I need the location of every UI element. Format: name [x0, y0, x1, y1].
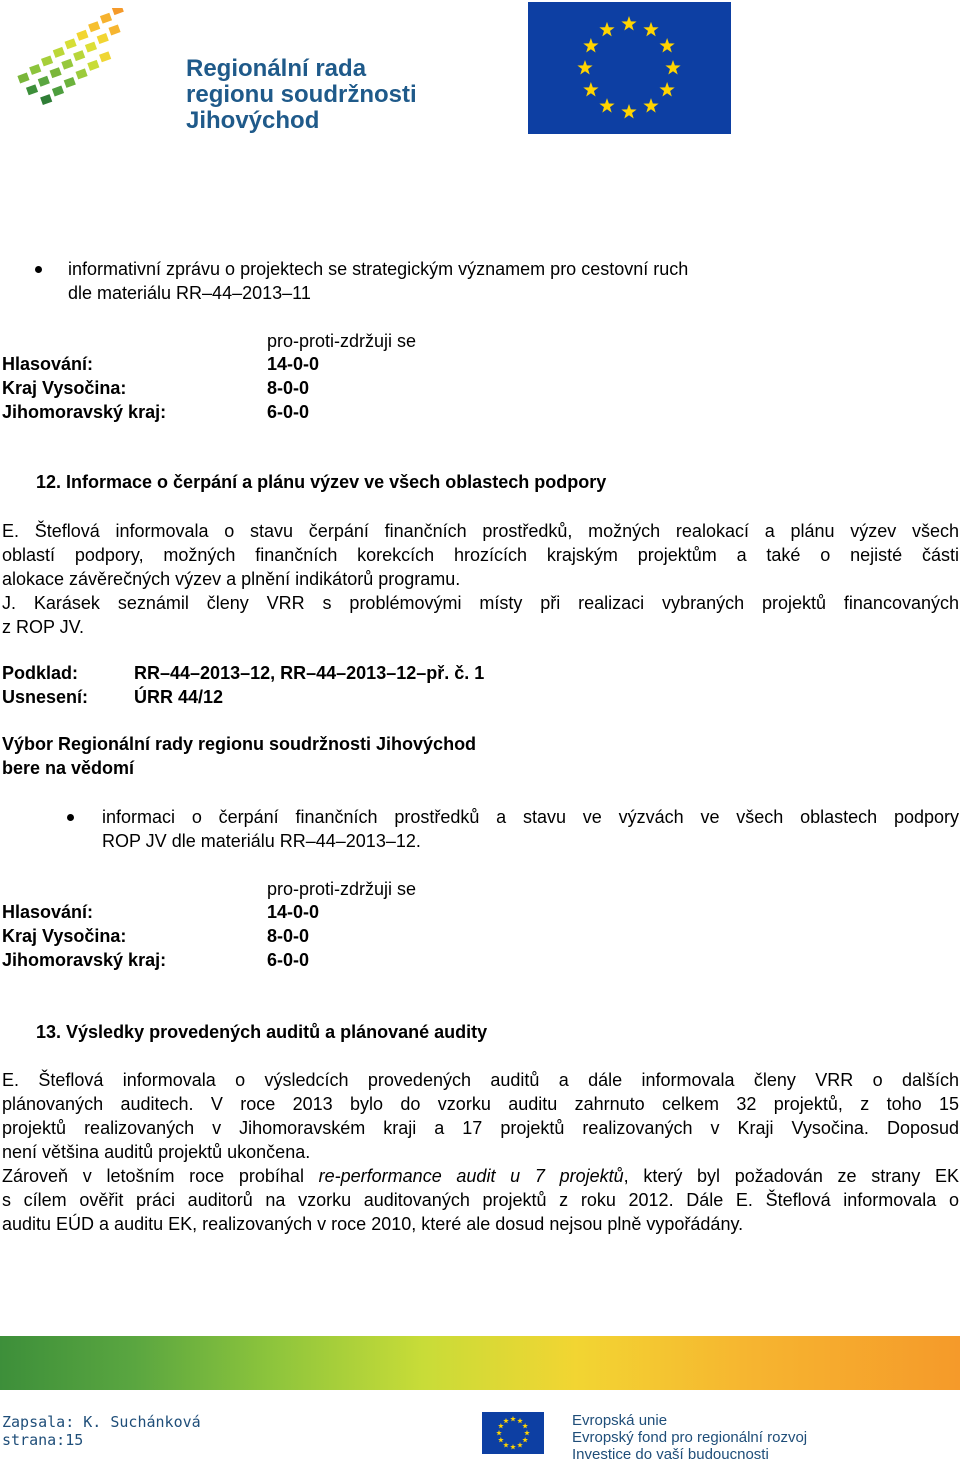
usneseni-label: Usnesení:	[2, 687, 89, 707]
section12-heading: 12. Informace o čerpání a plánu výzev ve všech oblastech podpory	[36, 472, 607, 492]
paragraph-line: J. Karásek seznámil členy VRR s problémovými místy při realizaci vybraných projektů financovaných	[2, 593, 959, 613]
logo-line-3: Jihovýchod	[186, 107, 320, 134]
recorded-by: Zapsala: K. Suchánková	[2, 1413, 201, 1431]
eu-flag-icon	[528, 2, 731, 134]
text-segment: , který byl požadován ze strany EK	[623, 1166, 959, 1186]
committee-name: Výbor Regionální rady regionu soudržnosti Jihovýchod	[2, 734, 477, 754]
eu-line-2: Evropský fond pro regionální rozvoj	[572, 1429, 808, 1446]
vote-value: 8-0-0	[267, 926, 310, 946]
logo-line-2: regionu soudržnosti	[186, 81, 417, 108]
paragraph-line: projektů realizovaných v Jihomoravském kraji a 17 projektů realizovaných v Kraji Vysočina. Doposud	[2, 1118, 959, 1138]
bullet-line2: ROP JV dle materiálu RR–44–2013–12.	[102, 831, 421, 851]
paragraph-line: E. Šteflová informovala o výsledcích provedených auditů a dále informovala členy VRR o dalších	[2, 1070, 959, 1090]
bullet-icon	[35, 266, 42, 273]
paragraph-line	[2, 1164, 959, 1188]
paragraph-line: E. Šteflová informovala o stavu čerpání finančních prostředků, možných realokací a plánu výzev všech	[2, 521, 959, 541]
vote-header: pro-proti-zdržuji se	[267, 331, 417, 351]
page-number: strana:15	[2, 1431, 84, 1449]
paragraph-line: alokace závěrečných výzev a plnění indikátorů programu.	[2, 569, 461, 589]
italic-text-segment: re-performance audit u 7 projektů	[318, 1166, 624, 1186]
paragraph-line: s cílem ověřit práci auditorů na vzorku auditovaných projektů z roku 2012. Dále E. Šteflová informovala o	[2, 1190, 959, 1210]
logo-text	[186, 56, 417, 134]
vote-label: Jihomoravský kraj:	[2, 402, 167, 422]
footer-eu-text	[572, 1412, 807, 1463]
item1-line2: dle materiálu RR–44–2013–11	[68, 283, 311, 303]
vote-value: 8-0-0	[267, 378, 310, 398]
paragraph-line: z ROP JV.	[2, 617, 85, 637]
podklad-label: Podklad:	[2, 663, 79, 683]
logo-line-1: Regionální rada	[186, 55, 367, 82]
vote-label: Jihomoravský kraj:	[2, 950, 167, 970]
vote-value: 6-0-0	[267, 950, 310, 970]
paragraph-line: oblastí podpory, možných finančních korekcích hrozících krajským projektům a také o nejisté části	[2, 545, 959, 565]
footer-eu-flag-icon	[482, 1412, 544, 1454]
vote-label: Kraj Vysočina:	[2, 378, 127, 398]
bullet-line1: informaci o čerpání finančních prostředků a stavu ve výzvách ve všech oblastech podpory	[102, 807, 959, 827]
vote-label: Kraj Vysočina:	[2, 926, 127, 946]
paragraph-line: auditu EÚD a auditu EK, realizovaných v roce 2010, které ale dosud nejsou plně vypořádány.	[2, 1214, 744, 1234]
logo-swoosh-icon	[6, 8, 186, 108]
footer-color-band	[0, 1336, 960, 1390]
vote-value: 6-0-0	[267, 402, 310, 422]
vote-label: Hlasování:	[2, 902, 94, 922]
text-segment: Zároveň v letošním roce probíhal	[2, 1166, 319, 1186]
podklad-value: RR–44–2013–12, RR–44–2013–12–př. č. 1	[134, 663, 485, 683]
paragraph-line: plánovaných auditech. V roce 2013 bylo do vzorku auditu zahrnuto celkem 32 projektů, z toho 15	[2, 1094, 959, 1114]
paragraph-line: není většina auditů projektů ukončena.	[2, 1142, 311, 1162]
bullet-icon	[67, 814, 74, 821]
item1-line1: informativní zprávu o projektech se strategickým významem pro cestovní ruch	[68, 259, 689, 279]
vote-header: pro-proti-zdržuji se	[267, 879, 417, 899]
eu-line-1: Evropská unie	[572, 1412, 668, 1429]
vote-value: 14-0-0	[267, 354, 320, 374]
eu-line-3: Investice do vaší budoucnosti	[572, 1446, 769, 1463]
section13-heading: 13. Výsledky provedených auditů a plánované audity	[36, 1022, 488, 1042]
usneseni-value: ÚRR 44/12	[134, 687, 224, 707]
vote-label: Hlasování:	[2, 354, 94, 374]
takes-note: bere na vědomí	[2, 758, 135, 778]
vote-value: 14-0-0	[267, 902, 320, 922]
